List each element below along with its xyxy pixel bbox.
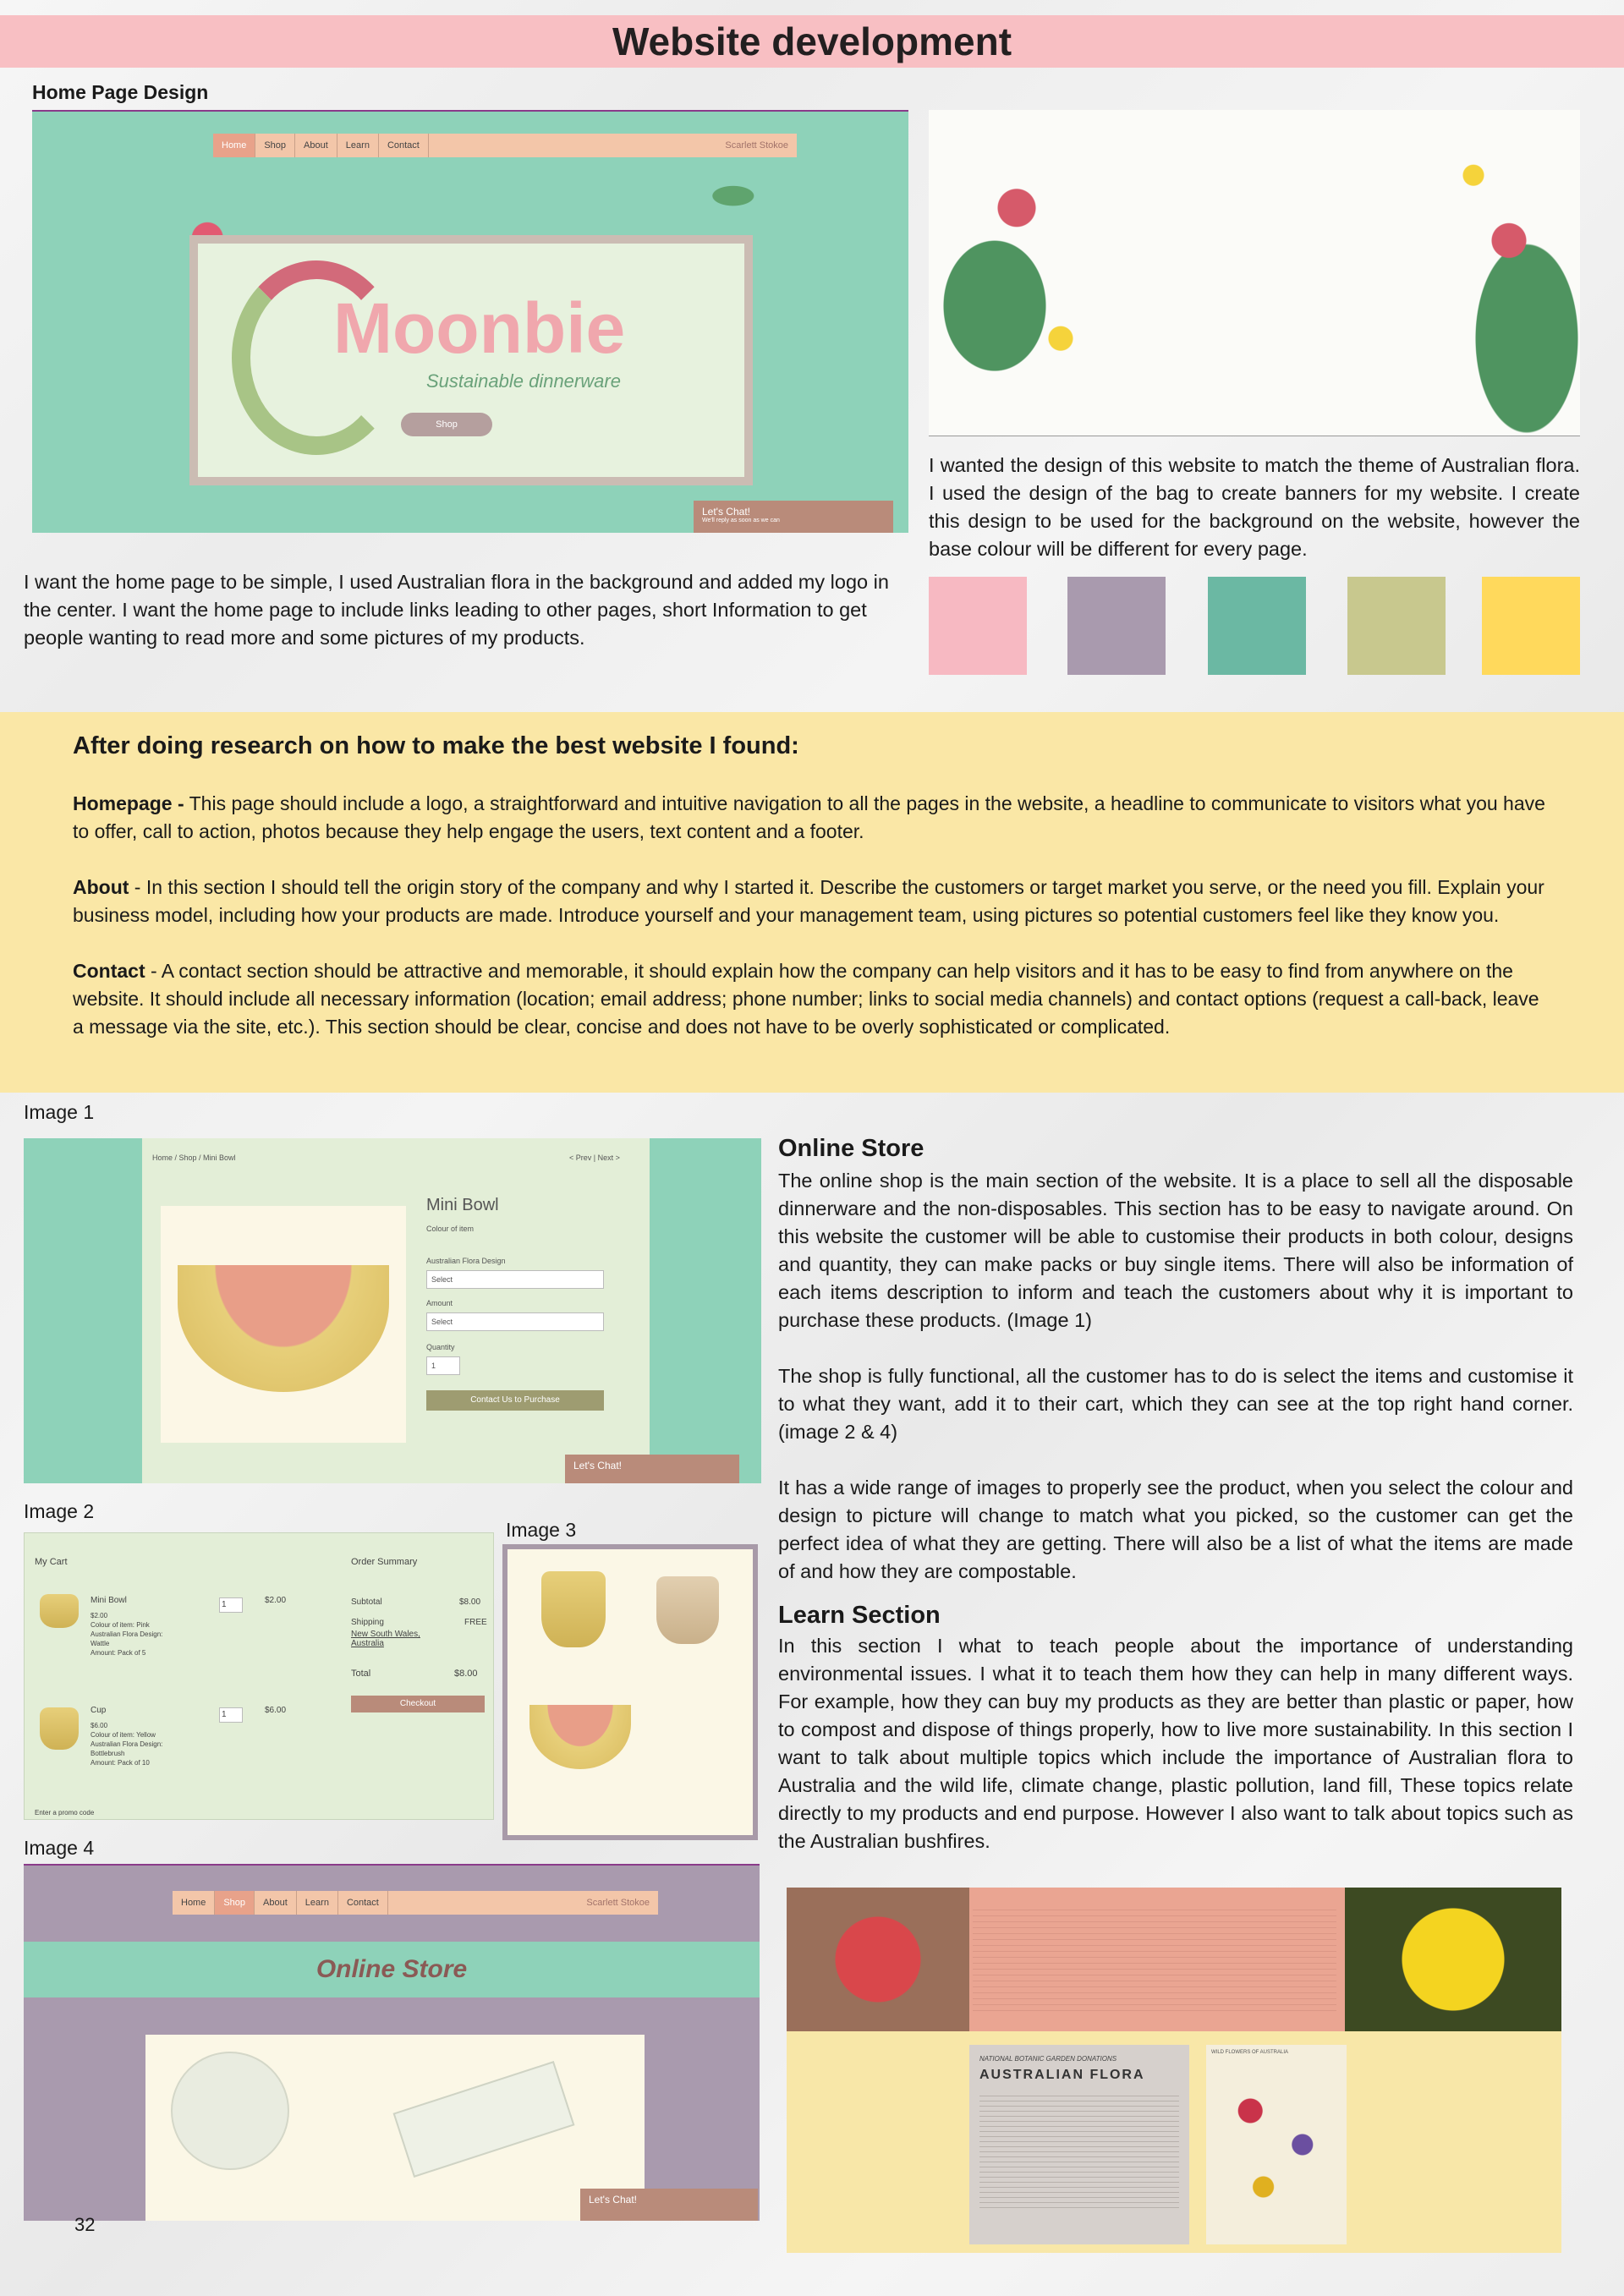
swatch-purple: [1067, 577, 1166, 675]
shipping-label: Shipping: [351, 1618, 384, 1627]
amount-select: Select: [426, 1312, 604, 1331]
product-panel: [142, 1138, 650, 1483]
cart-item-details: $2.00 Colour of item: Pink Australian Flora Design: Wattle Amount: Pack of 5: [91, 1612, 163, 1657]
image4-mockup: [24, 1864, 760, 2221]
mock-nav-shop: Shop: [255, 134, 295, 157]
colour-swatches: [929, 577, 1580, 677]
floral-banner: [929, 110, 1580, 436]
research-about: About - In this section I should tell the origin story of the company and why I started it. Describe the customers or target market you serve, or the need you fill. Explain your business model, including how your products are made. Introduce yourself and your management team, using pictures so potential customers feel like they know you.: [73, 876, 1544, 926]
banner-text-lines: [973, 1904, 1336, 2014]
online-store-title: Online Store: [778, 1135, 924, 1162]
cart-item-total: $6.00: [265, 1706, 287, 1715]
cart-cup-image: [40, 1707, 79, 1750]
quantity-label: Quantity: [426, 1343, 455, 1351]
total-label: Total: [351, 1669, 371, 1679]
swatch-teal: [1208, 577, 1306, 675]
image1-label: Image 1: [24, 1101, 95, 1123]
home-design-label: Home Page Design: [32, 81, 209, 103]
bowl-image: [529, 1705, 631, 1769]
banner-flora-left: [929, 110, 1149, 436]
product-image: [161, 1206, 406, 1443]
online-store-para-2: The shop is fully functional, all the customer has to do is select the items and customise it to what they want, add it to their cart, which they can see at the top right hand corner. (image 2 & 4): [778, 1365, 1573, 1443]
learn-title: Learn Section: [778, 1602, 941, 1629]
total-value: $8.00: [454, 1669, 478, 1679]
mock-chat-title: Let's Chat!: [702, 506, 750, 518]
swatch-pink: [929, 577, 1027, 675]
design-label: Australian Flora Design: [426, 1257, 506, 1265]
poster-title: WILD FLOWERS OF AUSTRALIA: [1211, 2050, 1289, 2055]
mock-hero: [189, 235, 753, 485]
online-store-para-1: The online shop is the main section of the website. It is a place to sell all the disposable dinnerware and the non-disposables. This section has to be easy to navigate around. On this website the customer will be able to customise their products in both colour, designs and quantity, they can make packs or buy single items. There will also be information of each items description to inform and teach the customers about why it is important to purchase these products. (Image 1): [778, 1170, 1573, 1331]
research-homepage: Homepage - This page should include a logo, a straightforward and intuitive navigation to all the pages in the website, a headline to communicate to visitors what you have to offer, call to action, photos because they help engage the users, text content and a footer.: [73, 792, 1545, 842]
mock-nav-contact: Contact: [379, 134, 429, 157]
mock-nav-home: Home: [173, 1891, 215, 1915]
summary-title: Order Summary: [351, 1557, 418, 1567]
donation-card: [969, 2045, 1189, 2244]
home-mockup: [32, 110, 908, 533]
cart-item-name: Cup: [91, 1706, 107, 1715]
page-title: Website development: [0, 15, 1624, 68]
image2-label: Image 2: [24, 1500, 95, 1522]
checkout-button: Checkout: [351, 1696, 485, 1712]
mock-nav-shop: Shop: [215, 1891, 255, 1915]
shipping-value: FREE: [464, 1618, 487, 1627]
online-store-heading: Online Store: [24, 1942, 760, 1997]
swatch-yellow: [1482, 577, 1580, 675]
product-display: [145, 2035, 645, 2221]
swatch-olive: [1347, 577, 1446, 675]
mock-nav-home: Home: [213, 134, 255, 157]
gum-blossom-photo: [787, 1888, 969, 2031]
mock-nav-about: About: [295, 134, 337, 157]
image4-chat: Let's Chat!: [580, 2189, 758, 2221]
research-list: [73, 790, 1553, 1069]
online-store-para-3: It has a wide range of images to properly see the product, when you select the colour and design to picture will change to match what you picked, so the customer can get the perfect idea of what they are getting. There will also be a list of what the items are made of and how they are compostable.: [778, 1477, 1573, 1582]
mock-user: Scarlett Stokoe: [586, 1898, 650, 1908]
wattle-photo: [1345, 1888, 1561, 2031]
page-number: 32: [74, 2214, 96, 2235]
product-name: Mini Bowl: [426, 1196, 499, 1214]
research-contact: Contact - A contact section should be attractive and memorable, it should explain how the company can help visitors and it has to be easy to find from anywhere on the website. It should include all necessary information (location; email address; phone number; links to social media channels) and contact options (request a call-back, leave a message via the site, etc.). This section should be clear, concise and does not have to be overly sophisticated or complicated.: [73, 960, 1539, 1038]
tray-image: [393, 2061, 575, 2178]
learn-mockup: [787, 1888, 1561, 2253]
cup-beige-image: [656, 1576, 719, 1644]
online-store-text: [778, 1167, 1573, 1586]
research-title: After doing research on how to make the best website I found:: [73, 732, 799, 759]
mock-tagline: Sustainable dinnerware: [426, 370, 621, 392]
banner-description: I wanted the design of this website to match the theme of Australian flora. I used the design of the bag to create banners for my website. I create this design to be used for the background on the website, however the base colour will be different for every page.: [929, 454, 1580, 560]
cart-title: My Cart: [35, 1557, 68, 1567]
subtotal-value: $8.00: [459, 1597, 481, 1607]
subtotal-label: Subtotal: [351, 1597, 382, 1607]
mock-nav-contact: Contact: [338, 1891, 388, 1915]
mock-nav: [173, 1891, 658, 1915]
quantity-field: 1: [426, 1356, 460, 1375]
mock-chat: [694, 501, 893, 533]
amount-label: Amount: [426, 1299, 453, 1307]
product-breadcrumb: Home / Shop / Mini Bowl: [152, 1153, 236, 1162]
image1-mockup: [24, 1138, 761, 1483]
product-prev-next: < Prev | Next >: [569, 1153, 620, 1162]
learn-text: In this section I what to teach people about the importance of understanding environmental issues. I what it to teach them how they can help in many different ways. For example, how they can buy my products as they are better than plastic or paper, how to compost and dispose of things properly, how to live more sustainability. In this section I want to talk about multiple topics which include the importance of Australian flora to Australia and the wild life, climate change, plastic pollution, land fill, These topics relate directly to my products and end purpose. However I also want to talk about topics such as the Australian bushfires.: [778, 1635, 1573, 1852]
banner-flora-right: [1402, 110, 1580, 436]
mock-chat-sub: We'll reply as soon as we can: [702, 518, 780, 523]
image2-cart: [24, 1532, 494, 1820]
australian-flora-heading: AUSTRALIAN FLORA: [979, 2068, 1145, 2082]
image1-chat: Let's Chat!: [565, 1455, 739, 1483]
home-description: I want the home page to be simple, I used Australian flora in the background and added my logo in the center. I want the home page to include links leading to other pages, short Information to get people wanting to read more and some pictures of my products.: [24, 571, 889, 649]
cart-item-total: $2.00: [265, 1596, 287, 1605]
donation-heading: NATIONAL BOTANIC GARDEN DONATIONS: [979, 2055, 1117, 2063]
colour-label: Colour of item: [426, 1225, 475, 1233]
donation-text-lines: [979, 2091, 1179, 2210]
cart-item-qty: 1: [219, 1707, 243, 1723]
plate-image: [171, 2052, 289, 2170]
mini-bowl-image: [178, 1265, 389, 1392]
image3-label: Image 3: [506, 1519, 577, 1541]
mock-nav-learn: Learn: [297, 1891, 338, 1915]
mock-logo: Moonbie: [333, 288, 626, 368]
cup-yellow-image: [541, 1571, 606, 1647]
mock-shop-button: Shop: [401, 413, 492, 436]
cart-item-details: $6.00 Colour of item: Yellow Australian Flora Design: Bottlebrush Amount: Pack of 10: [91, 1722, 163, 1767]
image3-gallery: [502, 1544, 758, 1840]
cart-item-qty: 1: [219, 1597, 243, 1613]
shipping-location: New South Wales, Australia: [351, 1630, 420, 1648]
mock-nav-about: About: [255, 1891, 297, 1915]
mock-user: Scarlett Stokoe: [725, 140, 788, 151]
wildflower-poster: [1206, 2045, 1347, 2244]
poster-flowers: [1211, 2060, 1341, 2229]
image4-label: Image 4: [24, 1837, 95, 1859]
cart-bowl-image: [40, 1594, 79, 1628]
mock-nav: [213, 134, 797, 157]
promo-code: Enter a promo code: [35, 1809, 95, 1817]
cart-item-name: Mini Bowl: [91, 1596, 127, 1605]
design-select: Select: [426, 1270, 604, 1289]
contact-purchase-button: Contact Us to Purchase: [426, 1390, 604, 1411]
mock-nav-learn: Learn: [337, 134, 379, 157]
